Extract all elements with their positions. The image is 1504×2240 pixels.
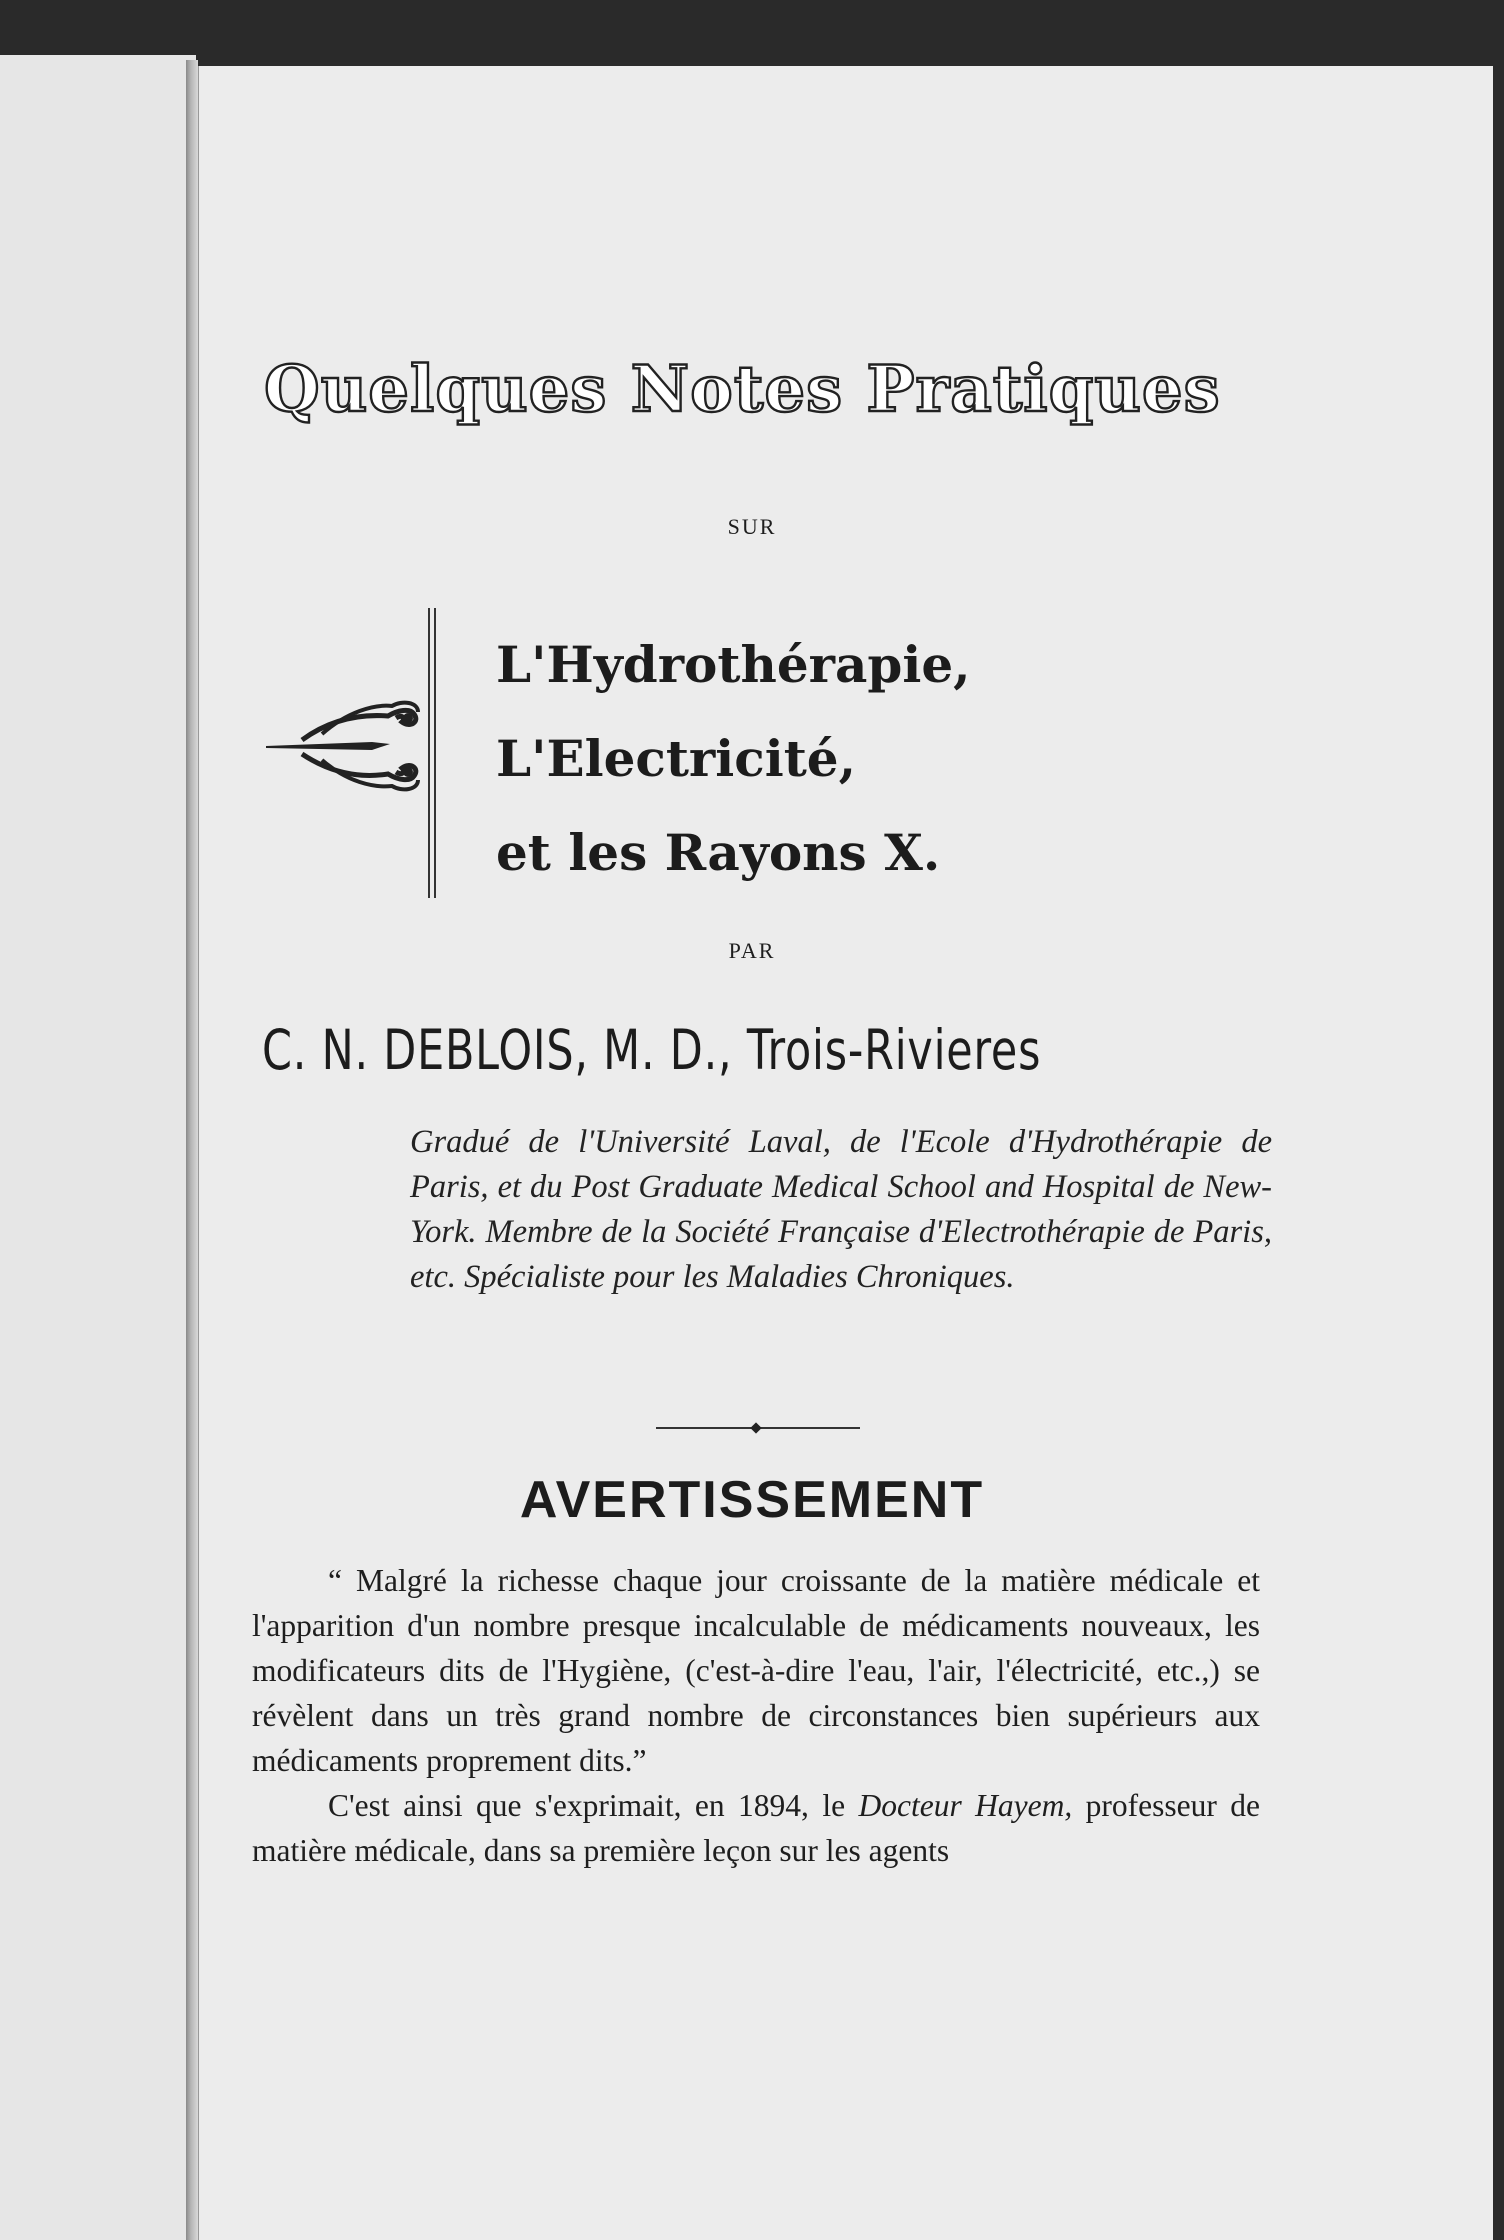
subject-electricite: L'Electricité, bbox=[496, 729, 857, 788]
section-heading: AVERTISSEMENT bbox=[519, 1471, 985, 1529]
fleuron-ornament-icon bbox=[262, 688, 426, 798]
paragraph-second bbox=[252, 1783, 1260, 1873]
doctor-name: Docteur Hayem, bbox=[858, 1788, 1073, 1823]
paragraph-quote: “ Malgré la richesse chaque jour croissante de la matière médicale et l'apparition d'un nombre presque incalculable de médicaments nouveaux, les modificateurs dits de l'Hygiène, (c'est-à-dire l'eau, l'air, l'électricité, etc.,) se révèlent dans un très grand nombre de circonstances bien supérieurs aux médicaments proprement dits.” bbox=[252, 1563, 1260, 1778]
subject-hydrotherapie: L'Hydrothérapie, bbox=[496, 635, 971, 694]
divider-diamond-icon bbox=[750, 1422, 761, 1433]
paragraph-second-end: professeur de matière médicale, dans sa première leçon sur les agents bbox=[252, 1788, 1260, 1868]
par-label: PAR bbox=[728, 938, 776, 963]
previous-page-edge bbox=[0, 55, 196, 2240]
body-text bbox=[252, 1558, 1260, 1873]
sur-label: SUR bbox=[727, 514, 777, 539]
vertical-rule bbox=[428, 608, 430, 898]
section-divider bbox=[656, 1422, 860, 1434]
book-gutter bbox=[186, 60, 198, 2240]
author-credentials: Gradué de l'Université Laval, de l'Ecole d'Hydrothérapie de Paris, et du Post Graduate Medical School and Hospital de New-York. Membre de la Société Française d'Electrothérapie de Paris, etc. Spécialiste pour les Maladies Chroniques. bbox=[410, 1124, 1272, 1295]
paragraph-second-start: C'est ainsi que s'exprimait, en 1894, le bbox=[328, 1788, 859, 1823]
author-line: C. N. DEBLOIS, M. D., Trois-Rivieres bbox=[262, 1018, 1042, 1082]
scan-border-right bbox=[1492, 60, 1504, 2240]
document-title: Quelques Notes Pratiques bbox=[264, 352, 1221, 427]
vertical-rule bbox=[434, 608, 436, 898]
subject-list bbox=[496, 618, 1096, 900]
scan-border-top bbox=[0, 0, 1504, 62]
subject-rayons-x: et les Rayons X. bbox=[496, 823, 941, 882]
